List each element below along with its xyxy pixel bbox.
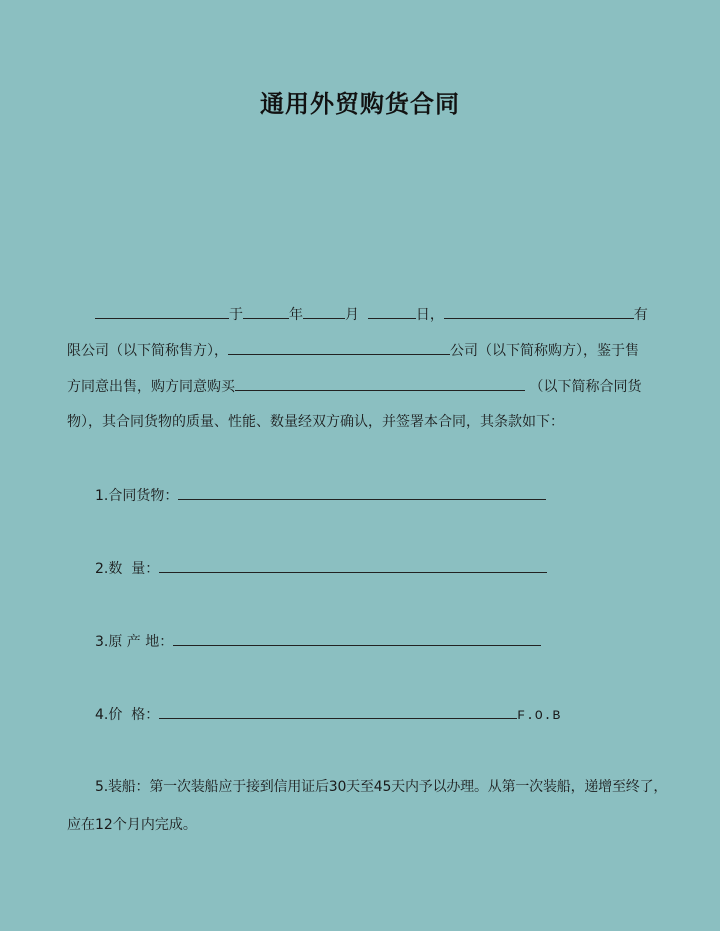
month-blank[interactable] <box>303 303 345 319</box>
intro-text-year: 年 <box>289 307 303 323</box>
seller-company-blank[interactable] <box>444 303 634 319</box>
clause-shipment-line-2: 应在12个月内完成。 <box>67 817 197 833</box>
clause-origin-blank[interactable] <box>173 630 541 646</box>
clause-origin-label: 3.原 产 地： <box>95 634 174 650</box>
clause-price-label: 4.价 格： <box>95 707 160 723</box>
clause-price-suffix: F.O.B <box>517 708 562 723</box>
page-title: 通用外贸购货合同 <box>260 90 460 118</box>
clause-quantity <box>95 557 547 579</box>
intro-text-seller-abbr: 限公司（以下简称售方）， <box>67 343 228 359</box>
intro-text-goods-abbr: （以下简称合同货 <box>529 379 642 395</box>
clause-goods-blank[interactable] <box>178 484 546 500</box>
day-blank[interactable] <box>368 303 416 319</box>
clause-quantity-label: 2.数 量： <box>95 561 160 577</box>
intro-text-month: 月 <box>345 307 359 323</box>
goods-blank[interactable] <box>235 375 525 391</box>
clause-goods <box>95 484 546 506</box>
intro-text-agree: 方同意出售，购方同意购买 <box>67 379 235 395</box>
intro-text-day: 日， <box>415 307 444 323</box>
intro-text-yu: 于 <box>229 307 243 323</box>
buyer-company-blank[interactable] <box>228 339 450 355</box>
clause-price <box>95 703 561 726</box>
clause-price-blank[interactable] <box>159 703 517 719</box>
clause-quantity-blank[interactable] <box>159 557 547 573</box>
clause-shipment-line-1: 5.装船：第一次装船应于接到信用证后30天至45天内予以办理。从第一次装船，递增至终了， <box>95 779 668 795</box>
clause-goods-label: 1.合同货物： <box>95 488 179 504</box>
intro-text-buyer-abbr: 公司（以下简称购方），鉴于售 <box>450 343 639 359</box>
intro-line-2 <box>67 339 639 361</box>
intro-line-1 <box>95 303 648 325</box>
intro-line-4: 物），其合同货物的质量、性能、数量经双方确认，并签署本合同，其条款如下： <box>67 414 564 430</box>
seller-name-blank[interactable] <box>95 303 229 319</box>
intro-line-3 <box>67 375 641 397</box>
year-blank[interactable] <box>243 303 289 319</box>
intro-text-you: 有 <box>633 307 648 323</box>
clause-origin <box>95 630 541 652</box>
